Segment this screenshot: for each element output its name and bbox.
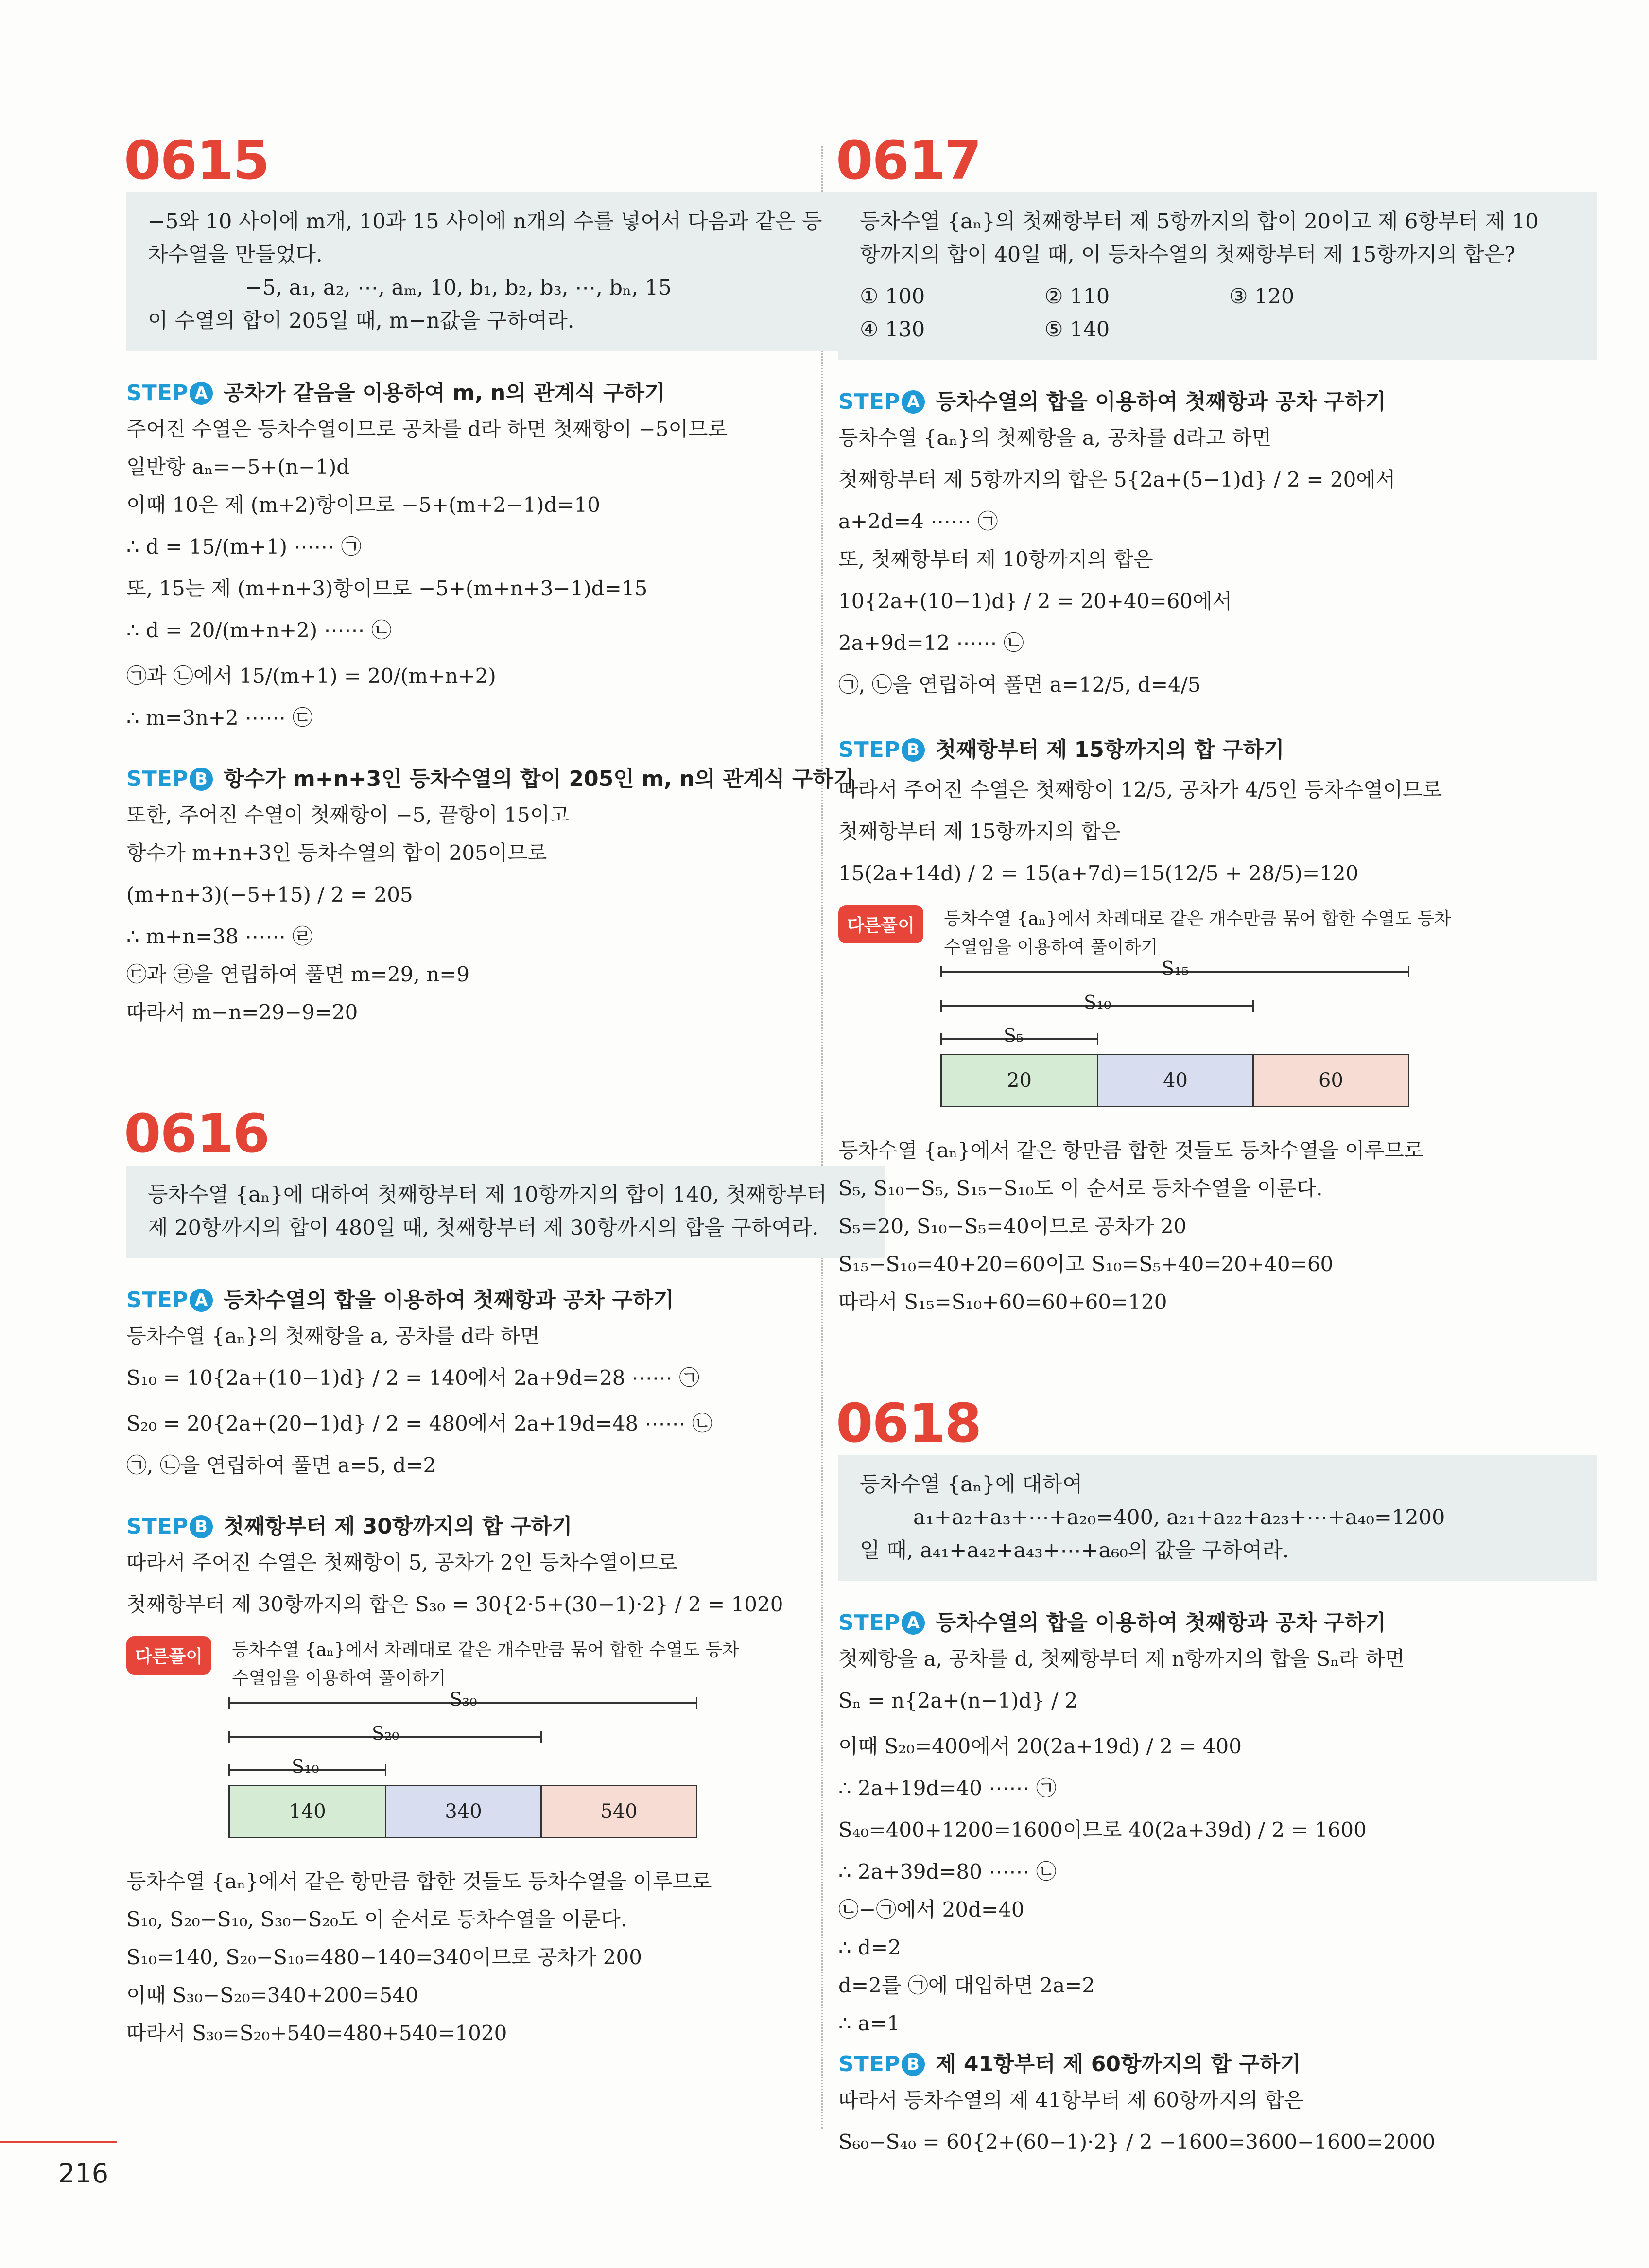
alt-solution-text: 등차수열 {aₙ}에서 차례대로 같은 개수만큼 묶어 합한 수열도 등차 — [944, 909, 1451, 929]
page-number-rule — [0, 2141, 117, 2143]
choice: ⑤ 140 — [1044, 317, 1110, 342]
step-label: STEP — [126, 1514, 189, 1539]
step-label: STEP — [126, 381, 189, 405]
question-line: 등차수열 {aₙ}에 대하여 첫째항부터 제 10항까지의 합이 140, 첫째항부터 — [148, 1183, 827, 1207]
solution-line: 등차수열 {aₙ}에서 같은 항만큼 합한 것들도 등차수열을 이루므로 — [126, 1869, 712, 1893]
problem-0617 — [838, 131, 1597, 1321]
alternative-solution — [838, 905, 1597, 961]
left-column — [126, 131, 885, 2052]
step-label: STEP — [126, 1288, 189, 1312]
solution-line: S₁₀=140, S₂₀−S₁₀=480−140=340이므로 공차가 200 — [126, 1945, 642, 1969]
solution-line: a+2d=4 ⋯⋯ ㉠ — [838, 509, 998, 533]
problem-number: 0617 — [836, 129, 981, 192]
problem-0616 — [126, 1104, 885, 2052]
solution-line: 일반항 aₙ=−5+(n−1)d — [126, 455, 350, 479]
problem-0618 — [838, 1394, 1597, 2165]
solution-line: ∴ d=2 — [838, 1936, 901, 1959]
problem-number: 0618 — [836, 1392, 981, 1454]
solution-line: ∴ 2a+39d=80 ⋯⋯ ㉡ — [838, 1860, 1057, 1884]
question-line: 이 수열의 합이 205일 때, m−n값을 구하여라. — [148, 309, 574, 333]
span-label-outer: S₁₅ — [1162, 958, 1189, 979]
solution-line: 2a+9d=12 ⋯⋯ ㉡ — [838, 631, 1024, 655]
solution-line: 또, 첫째항부터 제 10항까지의 합은 — [838, 547, 1153, 571]
step-title: 공차가 같음을 이용하여 m, n의 관계식 구하기 — [224, 381, 665, 405]
question-sequence: −5, a₁, a₂, ⋯, aₘ, 10, b₁, b₂, b₃, ⋯, bₙ, 15 — [245, 276, 672, 300]
solution-line: 따라서 주어진 수열은 첫째항이 12/5, 공차가 4/5인 등차수열이므로 — [838, 778, 1442, 802]
question-line: 등차수열 {aₙ}에 대하여 — [860, 1472, 1083, 1497]
step-label: STEP — [838, 389, 901, 414]
solution-line: S₆₀−S₄₀ = 60{2+(60−1)·2} / 2 −1600=3600−1600=2000 — [838, 2130, 1436, 2154]
question-box — [838, 1455, 1597, 1581]
step-b-heading — [838, 2047, 1597, 2081]
solution-line: 이때 S₂₀=400에서 20(2a+19d) / 2 = 400 — [838, 1734, 1242, 1758]
solution-line: ㉠과 ㉡에서 15/(m+1) = 20/(m+n+2) — [126, 664, 496, 688]
solution-line: 항수가 m+n+3인 등차수열의 합이 205이므로 — [126, 841, 547, 865]
problem-0615 — [126, 131, 885, 1031]
step-b-heading — [126, 762, 885, 796]
solution-line: 이때 S₃₀−S₂₀=340+200=540 — [126, 1983, 418, 2007]
step-title: 제 41항부터 제 60항까지의 합 구하기 — [936, 2052, 1301, 2076]
problem-number: 0616 — [124, 1102, 269, 1165]
solution-line: 따라서 등차수열의 제 41항부터 제 60항까지의 합은 — [838, 2088, 1304, 2112]
solution-line: ∴ m=3n+2 ⋯⋯ ㉢ — [126, 706, 313, 730]
solution-line: 이때 10은 제 (m+2)항이므로 −5+(m+2−1)d=10 — [126, 493, 600, 517]
step-badge: B — [190, 768, 213, 791]
step-title: 등차수열의 합을 이용하여 첫째항과 공차 구하기 — [936, 1610, 1386, 1635]
step-b-heading — [838, 733, 1597, 767]
alt-solution-badge: 다른풀이 — [126, 1636, 211, 1675]
solution-line: S₄₀=400+1200=1600이므로 40(2a+39d) / 2 = 1600 — [838, 1818, 1367, 1842]
step-badge: A — [902, 390, 925, 414]
segment-bar: 40 — [1097, 1054, 1254, 1107]
solution-line: 첫째항부터 제 30항까지의 합은 S₃₀ = 30{2·5+(30−1)·2} / 2 = 1020 — [126, 1592, 783, 1616]
span-label-mid: S₁₀ — [1084, 992, 1111, 1013]
step-a-heading — [126, 376, 885, 410]
step-a-heading — [838, 1606, 1597, 1640]
solution-line: ㉢과 ㉣을 연립하여 풀면 m=29, n=9 — [126, 962, 470, 986]
solution-line: 따라서 S₃₀=S₂₀+540=480+540=1020 — [126, 2021, 507, 2045]
step-label: STEP — [838, 737, 901, 762]
span-label-outer: S₃₀ — [450, 1689, 477, 1710]
alternative-solution — [126, 1636, 885, 1692]
solution-line: d=2를 ㉠에 대입하면 2a=2 — [838, 1973, 1095, 1997]
problem-number: 0615 — [124, 129, 269, 192]
span-label-mid: S₂₀ — [372, 1723, 399, 1744]
span-label-inner: S₁₀ — [292, 1756, 319, 1777]
question-line: 등차수열 {aₙ}의 첫째항부터 제 5항까지의 합이 20이고 제 6항부터 제 10 — [860, 209, 1539, 234]
segment-bar: 20 — [940, 1054, 1098, 1107]
solution-line: S₅=20, S₁₀−S₅=40이므로 공차가 20 — [838, 1214, 1187, 1238]
choice: ④ 130 — [860, 317, 925, 342]
question-box — [126, 1166, 885, 1258]
solution-line: S₂₀ = 20{2a+(20−1)d} / 2 = 480에서 2a+19d=48 ⋯⋯ ㉡ — [126, 1412, 712, 1435]
partial-sum-diagram — [228, 1689, 885, 1843]
step-label: STEP — [126, 767, 189, 791]
solution-line: 또한, 주어진 수열이 첫째항이 −5, 끝항이 15이고 — [126, 803, 570, 827]
step-badge: A — [190, 382, 213, 405]
segment-bar: 540 — [540, 1785, 697, 1838]
solution-line: 15(2a+14d) / 2 = 15(a+7d)=15(12/5 + 28/5)=120 — [838, 861, 1359, 885]
solution-line: 따라서 주어진 수열은 첫째항이 5, 공차가 2인 등차수열이므로 — [126, 1551, 677, 1574]
solution-line: 따라서 m−n=29−9=20 — [126, 1000, 358, 1024]
choice: ① 100 — [860, 284, 925, 309]
solution-line: ∴ m+n=38 ⋯⋯ ㉣ — [126, 925, 313, 948]
alt-solution-text: 수열임을 이용하여 풀이하기 — [232, 1668, 446, 1688]
step-b-heading — [126, 1510, 885, 1544]
solution-line: ∴ a=1 — [838, 2011, 901, 2035]
segment-bar: 140 — [228, 1785, 386, 1838]
solution-line: S₁₅−S₁₀=40+20=60이고 S₁₀=S₅+40=20+40=60 — [838, 1252, 1334, 1276]
question-line: a₁+a₂+a₃+⋯+a₂₀=400, a₂₁+a₂₂+a₂₃+⋯+a₄₀=1200 — [913, 1505, 1445, 1530]
solution-line: Sₙ = n{2a+(n−1)d} / 2 — [838, 1689, 1078, 1712]
question-line: 제 20항까지의 합이 480일 때, 첫째항부터 제 30항까지의 합을 구하여라. — [148, 1216, 819, 1240]
solution-line: 10{2a+(10−1)d} / 2 = 20+40=60에서 — [838, 589, 1232, 613]
solution-line: (m+n+3)(−5+15) / 2 = 205 — [126, 883, 413, 907]
solution-line: S₁₀ = 10{2a+(10−1)d} / 2 = 140에서 2a+9d=28 ⋯⋯ ㉠ — [126, 1366, 700, 1390]
step-label: STEP — [838, 2052, 901, 2076]
solution-line: ∴ d = 15/(m+1) ⋯⋯ ㉠ — [126, 535, 362, 558]
step-title: 등차수열의 합을 이용하여 첫째항과 공차 구하기 — [936, 389, 1386, 414]
question-box — [126, 192, 885, 351]
page-number: 216 — [58, 2158, 109, 2189]
choice: ③ 120 — [1229, 284, 1295, 309]
solution-line: 첫째항부터 제 5항까지의 합은 5{2a+(5−1)d} / 2 = 20에서 — [838, 468, 1396, 491]
step-label: STEP — [838, 1610, 901, 1635]
step-badge: B — [902, 2053, 925, 2076]
segment-bar: 60 — [1252, 1054, 1409, 1107]
alt-solution-text: 등차수열 {aₙ}에서 차례대로 같은 개수만큼 묶어 합한 수열도 등차 — [232, 1640, 739, 1660]
solution-line: 등차수열 {aₙ}의 첫째항을 a, 공차를 d라고 하면 — [838, 426, 1272, 450]
solution-line: 등차수열 {aₙ}에서 같은 항만큼 합한 것들도 등차수열을 이루므로 — [838, 1138, 1424, 1162]
solution-line: 첫째항부터 제 15항까지의 합은 — [838, 820, 1121, 843]
segment-bar: 340 — [385, 1785, 542, 1838]
question-line: 일 때, a₄₁+a₄₂+a₄₃+⋯+a₆₀의 값을 구하여라. — [860, 1538, 1289, 1563]
solution-line: 주어진 수열은 등차수열이므로 공차를 d라 하면 첫째항이 −5이므로 — [126, 417, 728, 441]
solution-line: ㉠, ㉡을 연립하여 풀면 a=5, d=2 — [126, 1453, 436, 1477]
question-line: 차수열을 만들었다. — [148, 243, 323, 267]
question-box — [838, 192, 1597, 360]
partial-sum-diagram — [940, 958, 1597, 1112]
right-column — [838, 131, 1597, 2165]
solution-line: 첫째항을 a, 공차를 d, 첫째항부터 제 n항까지의 합을 Sₙ라 하면 — [838, 1647, 1405, 1671]
step-badge: A — [902, 1611, 925, 1635]
solution-line: ∴ 2a+19d=40 ⋯⋯ ㉠ — [838, 1776, 1057, 1800]
solution-line: ㉠, ㉡을 연립하여 풀면 a=12/5, d=4/5 — [838, 673, 1201, 697]
step-badge: A — [190, 1289, 213, 1312]
step-a-heading — [838, 385, 1597, 419]
question-line: 항까지의 합이 40일 때, 이 등차수열의 첫째항부터 제 15항까지의 합은? — [860, 243, 1516, 267]
step-title: 등차수열의 합을 이용하여 첫째항과 공차 구하기 — [224, 1288, 674, 1312]
alt-solution-badge: 다른풀이 — [838, 905, 923, 943]
alt-solution-text: 수열임을 이용하여 풀이하기 — [944, 937, 1158, 957]
solution-line: ∴ d = 20/(m+n+2) ⋯⋯ ㉡ — [126, 618, 392, 642]
step-badge: B — [902, 738, 925, 762]
solution-line: 또, 15는 제 (m+n+3)항이므로 −5+(m+n+3−1)d=15 — [126, 576, 648, 600]
solution-line: 따라서 S₁₅=S₁₀+60=60+60=120 — [838, 1290, 1167, 1314]
step-title: 첫째항부터 제 15항까지의 합 구하기 — [936, 737, 1284, 762]
span-label-inner: S₅ — [1004, 1025, 1024, 1046]
solution-line: S₅, S₁₀−S₅, S₁₅−S₁₀도 이 순서로 등차수열을 이룬다. — [838, 1176, 1323, 1200]
step-title: 첫째항부터 제 30항까지의 합 구하기 — [224, 1514, 573, 1539]
solution-line: S₁₀, S₂₀−S₁₀, S₃₀−S₂₀도 이 순서로 등차수열을 이룬다. — [126, 1907, 627, 1931]
choice: ② 110 — [1044, 284, 1110, 309]
solution-line: ㉡−㉠에서 20d=40 — [838, 1898, 1024, 1921]
step-a-heading — [126, 1283, 885, 1317]
step-badge: B — [190, 1515, 213, 1538]
step-title: 항수가 m+n+3인 등차수열의 합이 205인 m, n의 관계식 구하기 — [224, 767, 854, 791]
solution-line: 등차수열 {aₙ}의 첫째항을 a, 공차를 d라 하면 — [126, 1324, 540, 1348]
answer-choices — [860, 280, 1577, 346]
question-line: −5와 10 사이에 m개, 10과 15 사이에 n개의 수를 넣어서 다음과 같은 등 — [148, 209, 822, 234]
